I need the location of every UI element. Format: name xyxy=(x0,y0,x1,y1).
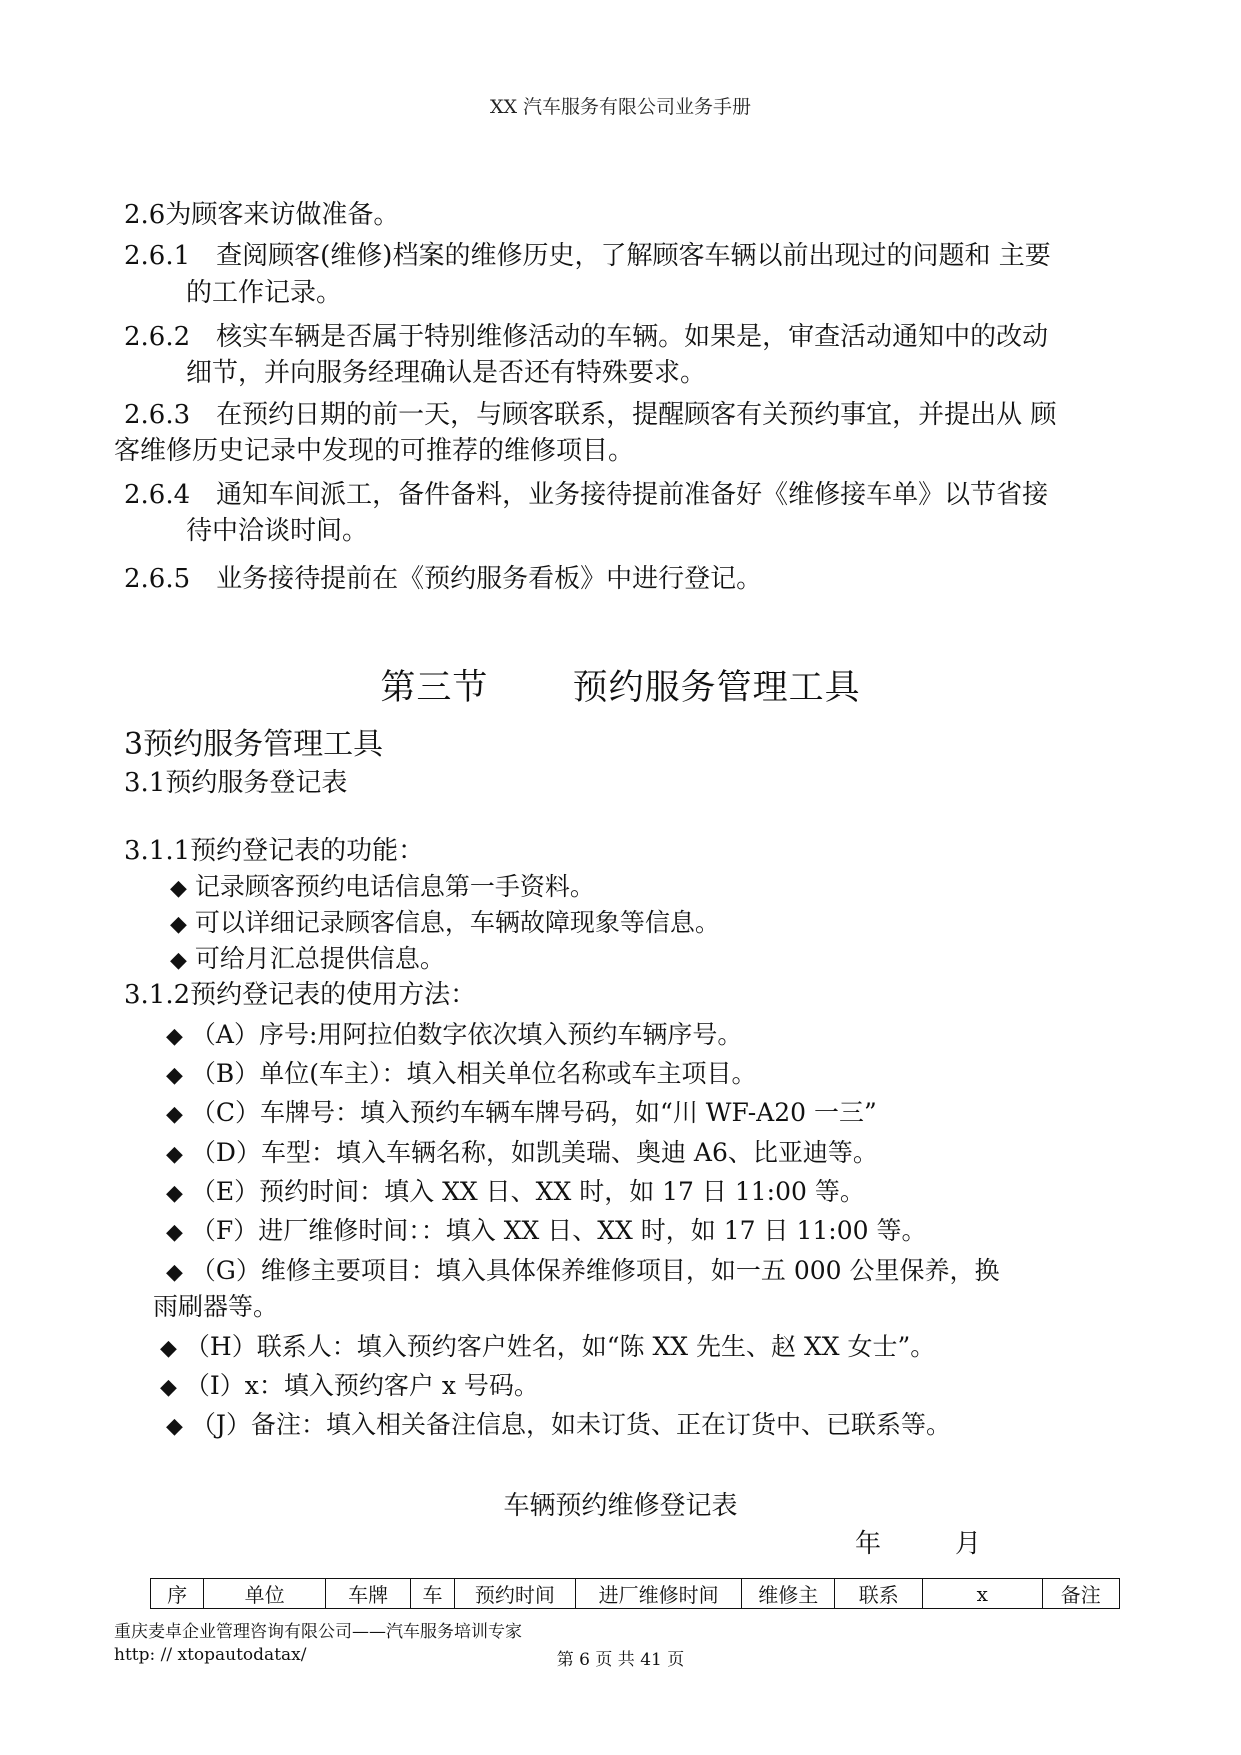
month-label: 月 xyxy=(955,1529,982,1559)
sec26-item4-line1: 2.6.4 通知车间派工，备件备料，业务接待提前准备好《维修接车单》以节省接 xyxy=(124,480,1049,510)
col-header: 车牌 xyxy=(325,1579,410,1609)
footer-page-number: 第 6 页 共 41 页 xyxy=(556,1650,685,1670)
func-text: 可给月汇总提供信息。 xyxy=(194,944,445,973)
usage-item xyxy=(166,1214,926,1250)
heading-3: 3预约服务管理工具 xyxy=(124,727,384,762)
sec26-item2-line2: 细节，并向服务经理确认是否还有特殊要求。 xyxy=(186,358,707,388)
col-header: 车 xyxy=(411,1579,454,1609)
col-header: 单位 xyxy=(204,1579,326,1609)
diamond-bullet-icon: ◆ xyxy=(166,1024,183,1049)
col-header: 进厂维修时间 xyxy=(576,1579,742,1609)
sec26-item2-line1: 2.6.2 核实车辆是否属于特别维修活动的车辆。如果是，审查活动通知中的改动 xyxy=(124,322,1049,352)
section-number: 第三节 xyxy=(380,668,489,708)
diamond-bullet-icon: ◆ xyxy=(166,1063,183,1088)
sec26-item5: 2.6.5 业务接待提前在《预约服务看板》中进行登记。 xyxy=(124,564,763,594)
usage-text: （I）x：填入预约客户 x 号码。 xyxy=(184,1371,539,1400)
func-item xyxy=(170,906,720,942)
usage-item-cont: 雨刷器等。 xyxy=(153,1292,279,1321)
sec26-item3-line2: 客维修历史记录中发现的可推荐的维修项目。 xyxy=(114,436,635,466)
section-heading xyxy=(0,660,1241,710)
usage-text: （H）联系人：填入预约客户姓名，如“陈 XX 先生、赵 XX 女士”。 xyxy=(184,1332,936,1361)
diamond-bullet-icon: ◆ xyxy=(166,1142,183,1167)
usage-text: （F）进厂维修时间：：填入 XX 日、XX 时，如 17 日 11:00 等。 xyxy=(190,1216,927,1245)
usage-item xyxy=(166,1096,877,1132)
func-text: 可以详细记录顾客信息，车辆故障现象等信息。 xyxy=(194,908,720,937)
footer-url[interactable]: http: // xtopautodatax/ xyxy=(114,1645,307,1665)
footer-company: 重庆麦卓企业管理咨询有限公司——汽车服务培训专家 xyxy=(114,1622,522,1642)
registration-table xyxy=(150,1578,1120,1609)
heading-3-1-1: 3.1.1预约登记表的功能： xyxy=(124,836,425,866)
table-header-row xyxy=(151,1579,1120,1609)
heading-3-1-2: 3.1.2预约登记表的使用方法： xyxy=(124,980,477,1010)
usage-item xyxy=(166,1175,865,1211)
usage-item xyxy=(166,1408,951,1444)
col-header: 维修主 xyxy=(742,1579,835,1609)
usage-text: （D）车型：填入车辆名称，如凯美瑞、奥迪 A6、比亚迪等。 xyxy=(190,1138,878,1167)
usage-item xyxy=(166,1057,757,1093)
running-header: XX 汽车服务有限公司业务手册 xyxy=(489,96,752,118)
usage-text: （E）预约时间：填入 XX 日、XX 时，如 17 日 11:00 等。 xyxy=(190,1177,865,1206)
col-header: x xyxy=(922,1579,1042,1609)
col-header: 序 xyxy=(151,1579,204,1609)
table-title: 车辆预约维修登记表 xyxy=(503,1491,738,1521)
year-label: 年 xyxy=(855,1529,882,1559)
diamond-bullet-icon: ◆ xyxy=(166,1260,183,1285)
col-header: 预约时间 xyxy=(454,1579,576,1609)
col-header: 联系 xyxy=(835,1579,922,1609)
usage-item xyxy=(166,1018,742,1054)
func-text: 记录顾客预约电话信息第一手资料。 xyxy=(194,872,595,901)
sec26-title: 2.6为顾客来访做准备。 xyxy=(124,200,400,230)
diamond-bullet-icon: ◆ xyxy=(166,1414,183,1439)
col-header: 备注 xyxy=(1042,1579,1119,1609)
sec26-item1-line1: 2.6.1 查阅顾客(维修)档案的维修历史，了解顾客车辆以前出现过的问题和 主要 xyxy=(124,241,1051,271)
section-name: 预约服务管理工具 xyxy=(572,668,861,708)
sec26-item1-line2: 的工作记录。 xyxy=(186,278,343,308)
usage-text: （B）单位(车主）：填入相关单位名称或车主项目。 xyxy=(190,1059,757,1088)
diamond-bullet-icon: ◆ xyxy=(166,1102,183,1127)
diamond-bullet-icon: ◆ xyxy=(170,912,187,937)
diamond-bullet-icon: ◆ xyxy=(160,1336,177,1361)
usage-text: （J）备注：填入相关备注信息，如未订货、正在订货中、已联系等。 xyxy=(190,1410,951,1439)
func-item xyxy=(170,942,445,978)
heading-3-1: 3.1预约服务登记表 xyxy=(124,768,348,798)
usage-text: （A）序号:用阿拉伯数字依次填入预约车辆序号。 xyxy=(190,1020,743,1049)
func-item xyxy=(170,870,595,906)
sec26-item3-line1: 2.6.3 在预约日期的前一天，与顾客联系，提醒顾客有关预约事宜，并提出从 顾 xyxy=(124,400,1057,430)
diamond-bullet-icon: ◆ xyxy=(166,1181,183,1206)
diamond-bullet-icon: ◆ xyxy=(170,948,187,973)
usage-text: （G）维修主要项目：填入具体保养维修项目，如一五 000 公里保养，换 xyxy=(190,1256,1000,1285)
diamond-bullet-icon: ◆ xyxy=(170,876,187,901)
diamond-bullet-icon: ◆ xyxy=(166,1220,183,1245)
usage-item xyxy=(166,1136,878,1172)
usage-item xyxy=(160,1330,935,1366)
usage-text: （C）车牌号：填入预约车辆车牌号码，如“川 WF-A20 一三” xyxy=(190,1098,877,1127)
diamond-bullet-icon: ◆ xyxy=(160,1375,177,1400)
usage-item xyxy=(160,1369,539,1405)
usage-item xyxy=(166,1254,1000,1290)
sec26-item4-line2: 待中洽谈时间。 xyxy=(186,516,369,546)
